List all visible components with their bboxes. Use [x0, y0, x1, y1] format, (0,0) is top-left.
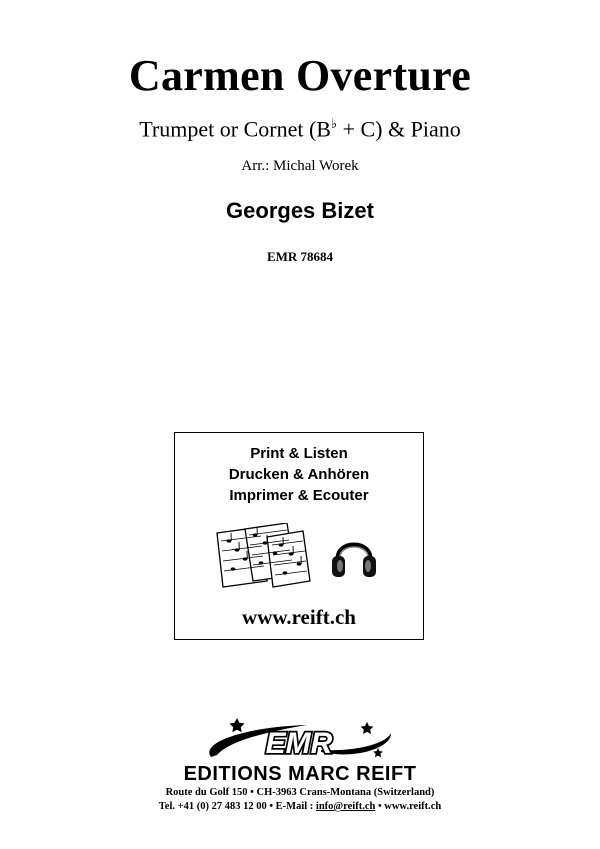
sheet-music-icon — [215, 523, 311, 589]
arranger: Arr.: Michal Worek — [241, 158, 359, 174]
flat-symbol: ♭ — [330, 116, 338, 131]
promo-url: www.reift.ch — [242, 605, 356, 629]
headphones-icon — [330, 529, 378, 581]
instrumentation-part-2: + C) & Piano — [337, 116, 461, 142]
promo-line-german: Drucken & Anhören — [228, 466, 370, 483]
composer: Georges Bizet — [226, 198, 374, 223]
catalog-number: EMR 78684 — [266, 249, 334, 264]
instrumentation-part-1: Trumpet or Cornet (B — [139, 116, 331, 142]
promo-line-english: Print & Listen — [250, 445, 348, 462]
instrumentation — [0, 116, 600, 142]
logo-lettering: EMR — [265, 727, 333, 760]
print-listen-box — [174, 432, 424, 640]
contact-prefix: Tel. +41 (0) 27 483 12 00 • E-Mail : — [158, 801, 316, 812]
page-title: Carmen Overture — [128, 51, 472, 100]
publisher-contact — [0, 801, 600, 812]
email-link[interactable]: info@reift.ch — [315, 801, 376, 812]
emr-logo — [195, 717, 405, 763]
publisher-name: EDITIONS MARC REIFT — [183, 763, 417, 785]
promo-line-french: Imprimer & Ecouter — [229, 487, 369, 504]
contact-suffix: • www.reift.ch — [375, 801, 442, 812]
publisher-address: Route du Golf 150 • CH-3963 Crans-Montana (Switzerland) — [165, 787, 435, 798]
